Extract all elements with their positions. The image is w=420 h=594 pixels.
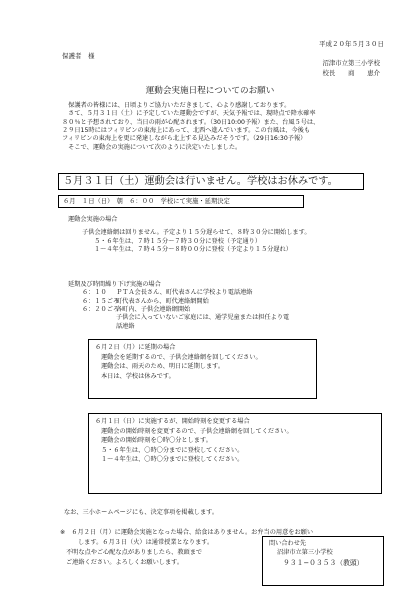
box-line: 運動会を延期するので、子供会連絡網を回してください。 [101, 353, 262, 361]
intro-paragraph [62, 102, 372, 152]
principal-name: 校長 商 恵介 [322, 68, 380, 77]
document-title: 運動会実施日程についてのお願い [145, 86, 275, 96]
section-postponed [68, 281, 289, 331]
step-time: ６：２０ごろ [82, 306, 120, 314]
sender-block [322, 59, 380, 79]
step-time: ６：１０ [82, 289, 107, 297]
intro-line: フィリピンの東海上を更に発達しながら北上する見込みだそうです。（29日16:30予報） [62, 135, 307, 143]
intro-line: そこで、運動会の実施について次のように決定いたしました。 [62, 143, 242, 151]
homepage-note: なお、三小ホームページにも、決定事項を掲載します。 [64, 509, 219, 516]
contact-step [82, 289, 289, 297]
box-line: 運動会は、雨天のため、明日に延期します。 [101, 363, 225, 371]
box-line: 運動会の開始時刻を〇時〇分とします。 [101, 437, 212, 445]
contact-school: 沼津市立第三小学校 [277, 549, 333, 557]
postpone-case-box [88, 339, 317, 399]
step-time: ６：１５ごろ [82, 297, 120, 305]
intro-line: ２９日15時にはフィリピンの東海上にあって、北西へ進んでいます。この台風は、今後も [62, 127, 311, 135]
intro-line: さて、５月３１日（土）に予定していた運動会ですが、天気予報では、現時点で降水確率 [62, 110, 316, 118]
box-line: １〜４年生は、〇時〇分までに登校してください。 [101, 456, 244, 464]
note-line: ※ ６月２日（月）に運動会実施となった場合、給食はありません。お弁当の用意をお願い [60, 529, 314, 536]
addressee: 保護者 様 [62, 52, 95, 60]
section-line: 子供会連絡網は回りません。予定より１５分遅らせて、８時３０分に開始します。 [82, 229, 311, 237]
contact-label: 問い合わせ先 [269, 540, 307, 547]
step-text: ＰＴＡ会長さん、町代表さんに学校より電話連絡 [116, 289, 253, 297]
section-line: １〜４年生は、７時４５分〜８時００分に登校（予定より１５分遅れ） [94, 246, 292, 254]
intro-line: ８０％と予想されており、当日の雨が心配されます。（30日10:00予報）また、台風５号は、 [62, 118, 320, 126]
document-date: 平成２０年５月３０日 [319, 40, 384, 48]
closing-line: 不明な点やご心配な点がありましたら、教頭まで [66, 549, 203, 556]
decision-time-box: ６月 １日（日） 朝 ６：００ 学校にて実施・延期決定 [58, 195, 304, 208]
box-line: 運動会の開始時刻を変更するので、子供会連絡網を回してください。 [101, 427, 293, 435]
step-text: 各町内、子供会連絡網開始 [116, 306, 191, 314]
contact-box [262, 536, 384, 586]
box-heading: ６月１日（日）に実施するが、開始時刻を変更する場合 [95, 418, 250, 425]
contact-step [82, 298, 289, 306]
time-change-case-box [88, 413, 382, 494]
main-notice-box: ５月３１日（土）運動会は行いません。学校はお休みです。 [58, 173, 364, 190]
box-heading: ６月２日（月）に延期の場合 [95, 344, 176, 351]
box-line: ５・６年生は、〇時〇分までに登校してください。 [101, 446, 244, 454]
step-text: 町代表さんから、町代連絡網開始 [116, 297, 209, 305]
section-heading: 延期及び時間繰り下げ実施の場合 [68, 281, 161, 288]
closing-remark [66, 548, 202, 567]
note-line: します。６月３日（火）は通常授業となります。 [78, 538, 214, 546]
school-name: 沼津市立第三小学校 [322, 59, 380, 67]
box-line: 本日は、学校は休みです。 [101, 372, 175, 380]
section-line: ５・６年生は、７時１５分〜７時３０分に登校（予定通り） [94, 237, 262, 245]
contact-phone: ９３１−０３５３（教頭） [283, 558, 364, 567]
closing-line: ご連絡ください。よろしくお願いします。 [66, 558, 184, 566]
intro-line: 保護者の皆様には、日頃よりご協力いただきまして、心より感謝しております。 [62, 102, 291, 109]
step-note: 子供会に入っていないご家庭には、通学児童または担任より電 [116, 314, 290, 322]
section-heading: 運動会実施の場合 [68, 216, 118, 223]
step-note: 話連絡 [116, 322, 135, 330]
section-held [68, 216, 311, 254]
